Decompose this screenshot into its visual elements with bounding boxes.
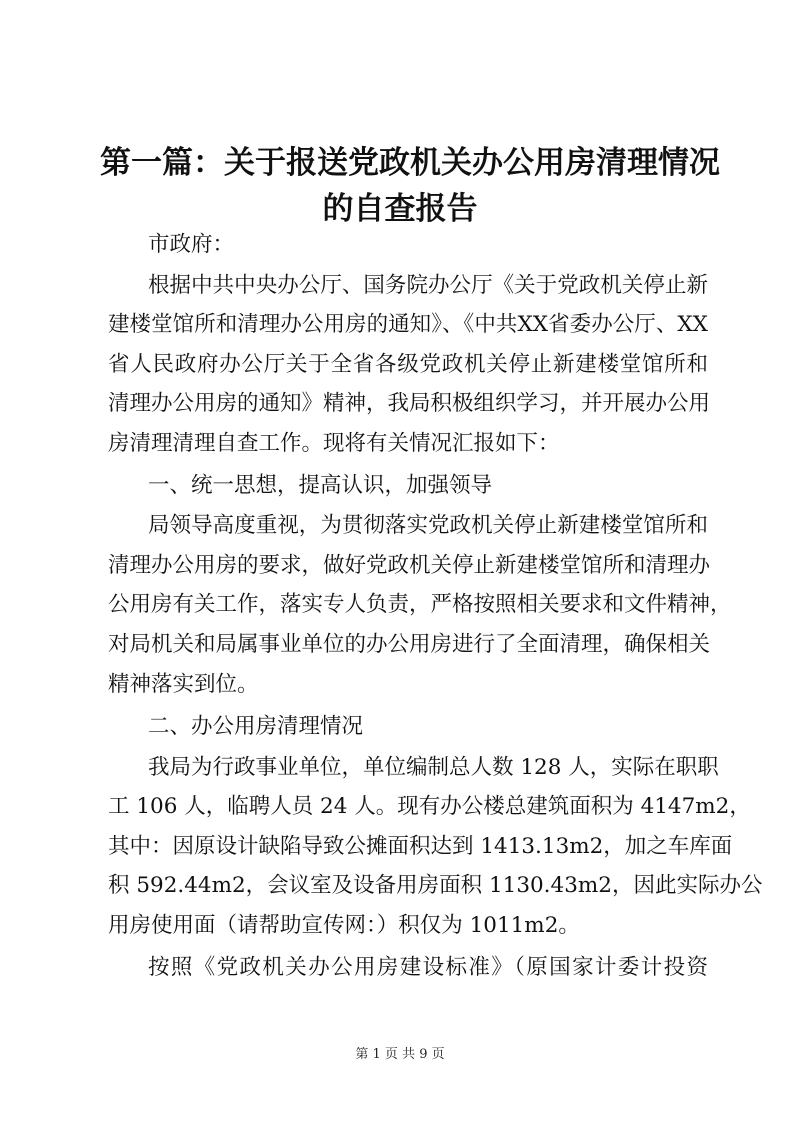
section-heading-1: 一、统一思想，提高认识，加强领导 xyxy=(148,473,493,498)
body-line: 房清理清理自查工作。现将有关情况汇报如下： xyxy=(108,431,560,456)
body-line: 对局机关和局属事业单位的办公用房进行了全面清理，确保相关 xyxy=(108,632,711,657)
body-line: 清理办公用房的要求，做好党政机关停止新建楼堂馆所和清理办 xyxy=(108,553,711,578)
body-line: 按照《党政机关办公用房建设标准》（原国家计委计投资 xyxy=(148,955,708,980)
section-heading-2: 二、办公用房清理情况 xyxy=(148,714,364,739)
body-line: 清理办公用房的通知》精神，我局积极组织学习，并开展办公用 xyxy=(108,391,711,416)
body-line: 精神落实到位。 xyxy=(108,672,259,697)
document-title-line-1: 第一篇：关于报送党政机关办公用房清理情况 xyxy=(100,145,720,181)
body-line: 积 592.44m2，会议室及设备用房面积 1130.43m2，因此实际办公 xyxy=(108,873,763,898)
body-line: 我局为行政事业单位，单位编制总人数 128 人，实际在职职 xyxy=(148,755,719,780)
body-line: 用房使用面（请帮助宣传网：）积仅为 1011m2。 xyxy=(108,913,580,938)
body-line: 省人民政府办公厅关于全省各级党政机关停止新建楼堂馆所和 xyxy=(108,352,708,377)
body-line: 建楼堂馆所和清理办公用房的通知》、《中共XX省委办公厅、XX xyxy=(108,312,708,337)
body-line: 工 106 人，临聘人员 24 人。现有办公楼总建筑面积为 4147m2， xyxy=(108,794,751,819)
salutation: 市政府： xyxy=(148,232,235,257)
body-line: 根据中共中央办公厅、国务院办公厅《关于党政机关停止新 xyxy=(148,273,708,298)
body-line: 其中：因原设计缺陷导致公摊面积达到 1413.13m2，加之车库面 xyxy=(108,834,733,859)
document-title-line-2: 的自查报告 xyxy=(322,191,478,227)
body-line: 公用房有关工作，落实专人负责，严格按照相关要求和文件精神， xyxy=(108,592,732,617)
page-footer: 第 1 页 共 9 页 xyxy=(355,1047,445,1062)
body-line: 局领导高度重视，为贯彻落实党政机关停止新建楼堂馆所和 xyxy=(148,513,708,538)
